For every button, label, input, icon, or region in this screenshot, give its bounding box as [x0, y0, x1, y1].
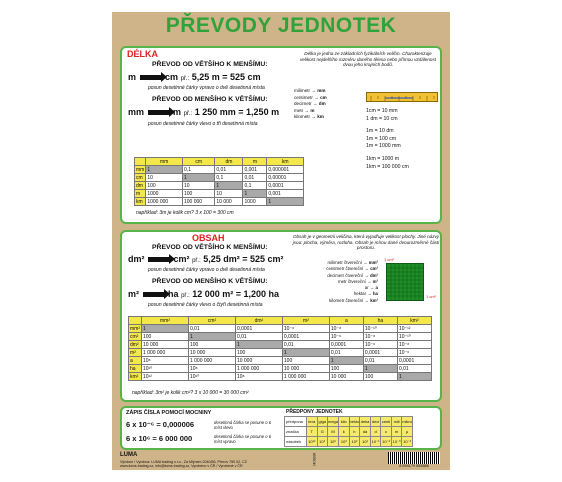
conversion-row: 1km = 100 000 cm [366, 163, 409, 170]
area-panel [120, 230, 442, 402]
table-header: cm [183, 158, 215, 166]
ladder-row: kilometr → km [294, 114, 324, 120]
ladder-row: metr → m [294, 107, 315, 113]
ladder-row: centimetr → cm [294, 94, 327, 100]
conversion-row: 1m = 1000 mm [366, 143, 401, 150]
footer-producer [120, 460, 320, 469]
length-unit-ladder [294, 88, 364, 121]
powers-row-1-equation: 6 x 10⁻⁶ = 0,000006 [126, 420, 195, 429]
length-example-2 [128, 107, 279, 117]
table-header: mm² [142, 317, 189, 325]
powers-row-2-note: desetinná čárka se posune o 6 míst vpravo [214, 434, 272, 444]
luma-logo: LUMA [120, 452, 138, 458]
arrow-right-icon [148, 110, 170, 115]
length-ex2-equation: 1 250 mm = 1,250 m [194, 107, 280, 117]
powers-row-1 [126, 420, 194, 429]
powers-row-2-equation: 6 x 10⁶ = 6 000 000 [126, 434, 193, 443]
table-corner [129, 317, 142, 325]
table-header: km [267, 158, 304, 166]
arrow-right-icon [148, 257, 170, 262]
poster [112, 12, 450, 470]
table-row: ha 10¹⁰ 10⁸ 1 000 000 10 000 100 1 0,01 [129, 365, 432, 373]
ladder-row: kilometr čtvereční → km² [328, 297, 378, 303]
conversion-row: 1 dm = 10 cm [366, 115, 398, 122]
length-ex1-from: m [128, 72, 137, 82]
length-ex1-equation: 5,25 m = 525 cm [191, 72, 261, 82]
area-unit-ladder [292, 260, 378, 304]
length-table [134, 157, 304, 206]
footer-web-line: www.luma-trading.cz, info@luma-trading.cz, Vyrobeno v ČR / Vyrobené v ČR [120, 464, 243, 469]
prefixes-table [284, 416, 413, 447]
prefix-row-name: předpona tera giga mega kilo hekto deka deci centi mili mikro [285, 417, 413, 427]
ladder-row: centimetr čtvereční → cm² [326, 266, 378, 272]
arrow-right-icon [140, 75, 162, 80]
ladder-row: decimetr čtvereční → dm² [327, 272, 378, 278]
area-small-to-big-label: PŘEVOD OD MENŠÍHO K VĚTŠÍMU: [152, 278, 268, 285]
table-corner [135, 158, 146, 166]
length-ex1-to: cm [165, 72, 179, 82]
poster-title: PŘEVODY JEDNOTEK [165, 14, 397, 37]
table-row: cm 10 1 0,1 0,01 0,00001 [135, 174, 304, 182]
length-ex2-from: mm [128, 107, 145, 117]
table-row: dm 100 10 1 0,1 0,0001 [135, 182, 304, 190]
square-grid-image [386, 263, 424, 301]
powers-heading: ZÁPIS ČÍSLA POMOCÍ MOCNINY [126, 410, 212, 416]
grid-side-label-top: 1 cm² [384, 257, 394, 262]
table-header: dm [215, 158, 243, 166]
powers-row-1-note: desetinná čárka se posune o 6 míst vlevo [214, 420, 272, 430]
table-row: m 1000 100 10 1 0,001 [135, 190, 304, 198]
area-example-1 [128, 254, 284, 264]
table-row: km² 10¹² 10¹⁰ 10⁸ 1 000 000 10 000 100 1 [129, 373, 432, 381]
length-definition: Délka je jedna ze základních fyzikálních veličin. Charakterizuje velikost nejdelšího rozměru daného tělesa nebo přímou vzdálenost dvou jeho krajních bodů. [299, 51, 437, 68]
prefixes-heading: PŘEDPONY JEDNOTEK [286, 409, 343, 415]
conversion-row: 1cm = 10 mm [366, 108, 398, 114]
table-header: cm² [188, 317, 235, 325]
ladder-row: hektar → ha [353, 291, 378, 297]
conversion-row: 1m = 100 cm [366, 135, 397, 142]
table-header: dm² [235, 317, 282, 325]
area-ex2-pr: př.: [181, 293, 190, 299]
ladder-row: milimetr → mm [294, 88, 326, 93]
length-ex1-note: posun desetinné čárky vpravo o dvě desetinná místa [148, 85, 265, 91]
ladder-row: milimetr čtvereční → mm² [327, 260, 378, 265]
area-definition: Obsah je v geometrii veličina, která vyjadřuje velikost plochy. Jiné názvy jsou: plocha, výměra, rozloha. Obsah je mírou dané dvourozměrné části prostoru. [292, 234, 440, 251]
area-ex2-from: m² [128, 289, 139, 299]
ruler-ticks [367, 96, 439, 106]
table-row: km 1000 000 100 000 10 000 1000 1 [135, 198, 304, 206]
length-conversions [366, 108, 442, 171]
powers-row-2 [126, 434, 192, 443]
length-ex2-note: posun desetinné čárky vlevo o tři desetinná místa [148, 121, 258, 127]
table-row: m² 1 000 000 10 000 100 1 0,01 0,0001 10⁻⁶ [129, 349, 432, 357]
area-big-to-small-label: PŘEVOD OD VĚTŠÍHO K MENŠÍMU: [152, 244, 268, 251]
length-ex2-pr: př.: [183, 111, 193, 117]
grid-lines [387, 264, 423, 300]
length-panel [120, 46, 442, 224]
area-ex1-to: cm² [173, 254, 190, 264]
ladder-row: metr čtvereční → m² [337, 278, 378, 284]
barcode-number: 8 594179 555886 [399, 464, 429, 468]
area-ex1-equation: 5,25 dm² = 525 cm² [203, 254, 284, 264]
area-ex1-note: posun desetinné čárky vpravo o dvě desetinná místa [148, 267, 265, 273]
area-ex2-to: ha [168, 289, 179, 299]
table-header: ha [363, 317, 397, 325]
prefix-row-power: násobek 10¹² 10⁹ 10⁶ 10³ 10² 10¹ 10⁻¹ 10⁻² 10⁻³ 10⁻⁶ [285, 437, 413, 447]
length-ex1-pr: př.: [180, 76, 190, 82]
ladder-row: decimetr → dm [294, 101, 326, 107]
footer-code: 8595040 [312, 453, 316, 467]
barcode-image [388, 452, 440, 464]
prefix-row-symbol: značka T G M k h da d c m μ [285, 427, 413, 437]
area-ex2-note: posun desetinné čárky vlevo o čtyři desetinná místa [148, 302, 263, 308]
conversion-row: 1m = 10 dm [366, 128, 394, 135]
table-header: km² [397, 317, 431, 325]
table-header: mm [146, 158, 183, 166]
ladder-row: ar → a [364, 285, 378, 291]
area-heading: OBSAH [192, 233, 225, 243]
length-heading: DÉLKA [127, 49, 158, 59]
table-header: m [243, 158, 267, 166]
table-header: m² [282, 317, 329, 325]
area-ex1-from: dm² [128, 254, 145, 264]
area-table [128, 316, 432, 381]
conversion-row: 1km = 1000 m [366, 155, 400, 162]
table-row: mm² 1 0,01 0,0001 10⁻⁶ 10⁻⁸ 10⁻¹⁰ 10⁻¹² [129, 325, 432, 333]
length-example-1 [128, 72, 261, 82]
area-example-2 [128, 289, 279, 299]
table-row: mm 1 0,1 0,01 0,001 0,000001 [135, 166, 304, 174]
area-ex2-equation: 12 000 m² = 1,200 ha [192, 289, 280, 299]
footer-producer-line: Výrobce / Vyrobca: LUMA trading s.r.o., Za Mlýnem 2040/56, Přerov 750 02, CZ [120, 460, 247, 464]
area-ex1-pr: př.: [192, 258, 201, 264]
length-big-to-small-label: PŘEVOD OD VĚTŠÍHO K MENŠÍMU: [152, 61, 268, 68]
length-small-to-big-label: PŘEVOD OD MENŠÍHO K VĚTŠÍMU: [152, 96, 268, 103]
table-row: cm² 100 1 0,01 0,0001 10⁻⁶ 10⁻⁸ 10⁻¹⁰ [129, 333, 432, 341]
ruler-image [366, 92, 438, 102]
table-row: a 10⁸ 1 000 000 10 000 100 1 0,01 0,0001 [129, 357, 432, 365]
grid-side-label-right: 1 cm² [426, 294, 436, 299]
length-ex2-to: m [173, 107, 182, 117]
length-example: například: 3m je kolik cm? 3 x 100 = 300 cm [136, 210, 234, 216]
powers-panel [120, 406, 442, 450]
area-example: například: 3m² je kolik cm²? 3 x 10 000 = 30 000 cm² [132, 390, 249, 396]
arrow-right-icon [143, 292, 165, 297]
table-header: a [329, 317, 363, 325]
table-row: dm² 10 000 100 1 0,01 0,0001 10⁻⁶ 10⁻⁸ [129, 341, 432, 349]
